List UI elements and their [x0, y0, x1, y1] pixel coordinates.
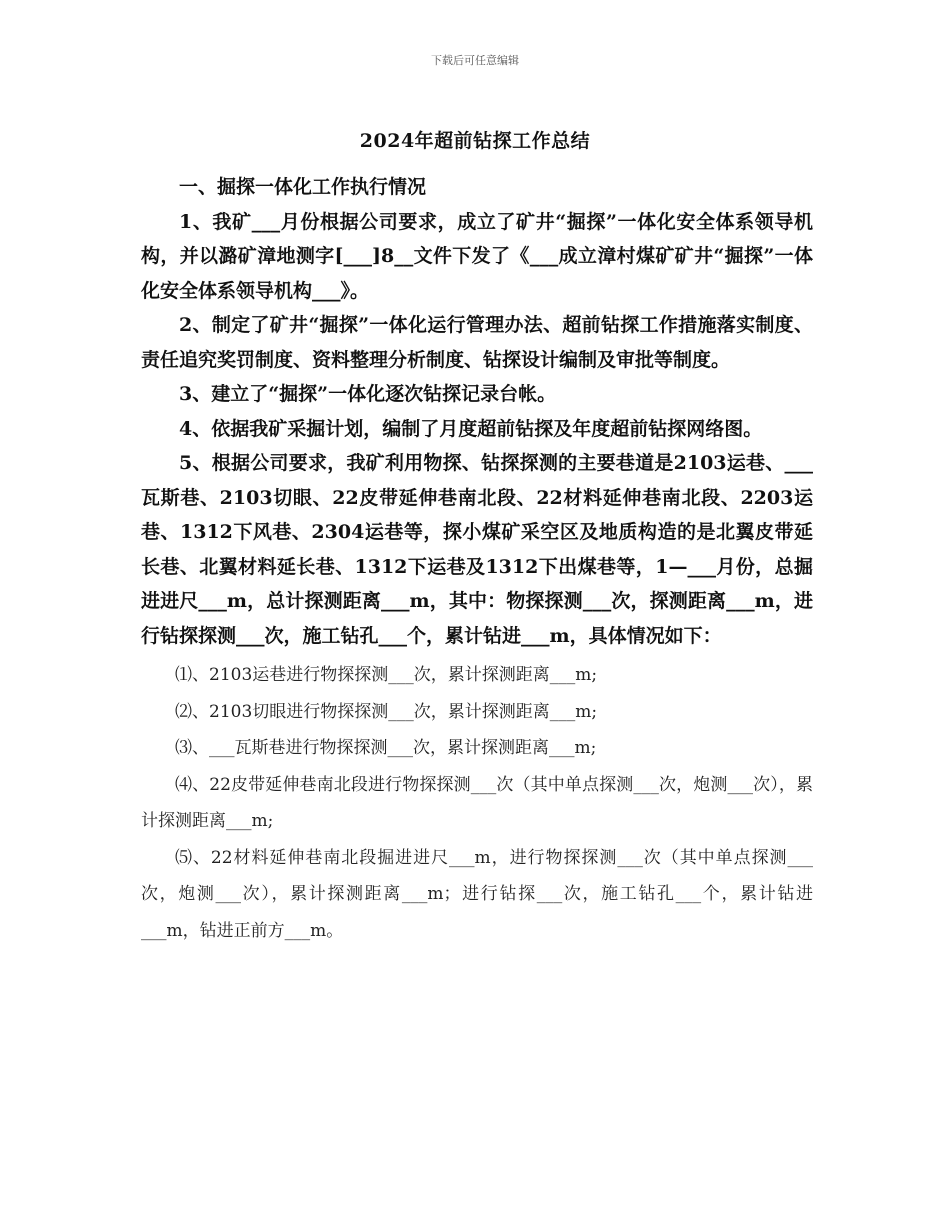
list-item: ⑴、2103运巷进行物探探测___次，累计探测距离___m; — [175, 665, 598, 685]
paragraph-3: 3、建立了“掘探”一体化逐次钻探记录台帐。 — [179, 383, 557, 405]
section-heading: 一、掘探一体化工作执行情况 — [179, 176, 427, 198]
detail-list — [141, 657, 813, 949]
paragraph-1: 1、我矿___月份根据公司要求，成立了矿井“掘探”一体化安全体系领导机构，并以潞矿漳地测字[___]8__文件下发了《___成立漳村煤矿矿井“掘探”一体化安全体系领导机构___》。 — [141, 210, 813, 302]
paragraph-4: 4、依据我矿采掘计划，编制了月度超前钻探及年度超前钻探网络图。 — [179, 417, 763, 440]
paragraph-5: 5、根据公司要求，我矿利用物探、钻探探测的主要巷道是2103运巷、___瓦斯巷、2103切眼、22皮带延伸巷南北段、22材料延伸巷南北段、2203运巷、1312下风巷、2304运巷等，探小煤矿采空区及地质构造的是北翼皮带延长巷、北翼材料延长巷、1312下运巷及1312下出煤巷等，1—___月份，总掘进进尺___m，总计探测距离___m，其中：物探探测___次，探测距离___m，进行钻探探测___次，施工钻孔___个，累计钻进___m，具体情况如下： — [141, 452, 813, 647]
document-title: 2024年超前钻探工作总结 — [359, 130, 591, 152]
list-item: ⑷、22皮带延伸巷南北段进行物探探测___次（其中单点探测___次，炮测___次），累计探测距离___m; — [141, 774, 813, 831]
list-item: ⑸、22材料延伸巷南北段掘进进尺___m，进行物探探测___次（其中单点探测___次，炮测___次），累计探测距离___m；进行钻探___次，施工钻孔___个，累计钻进___m，钻进正前方___m。 — [141, 847, 813, 941]
header-note: 下载后可任意编辑 — [431, 54, 519, 67]
list-item: ⑶、___瓦斯巷进行物探探测___次，累计探测距离___m; — [175, 738, 597, 758]
document-body — [141, 170, 813, 949]
list-item: ⑵、2103切眼进行物探探测___次，累计探测距离___m; — [175, 701, 598, 722]
paragraph-2: 2、制定了矿井“掘探”一体化运行管理办法、超前钻探工作措施落实制度、责任追究奖罚制度、资料整理分析制度、钻探设计编制及审批等制度。 — [141, 314, 813, 371]
